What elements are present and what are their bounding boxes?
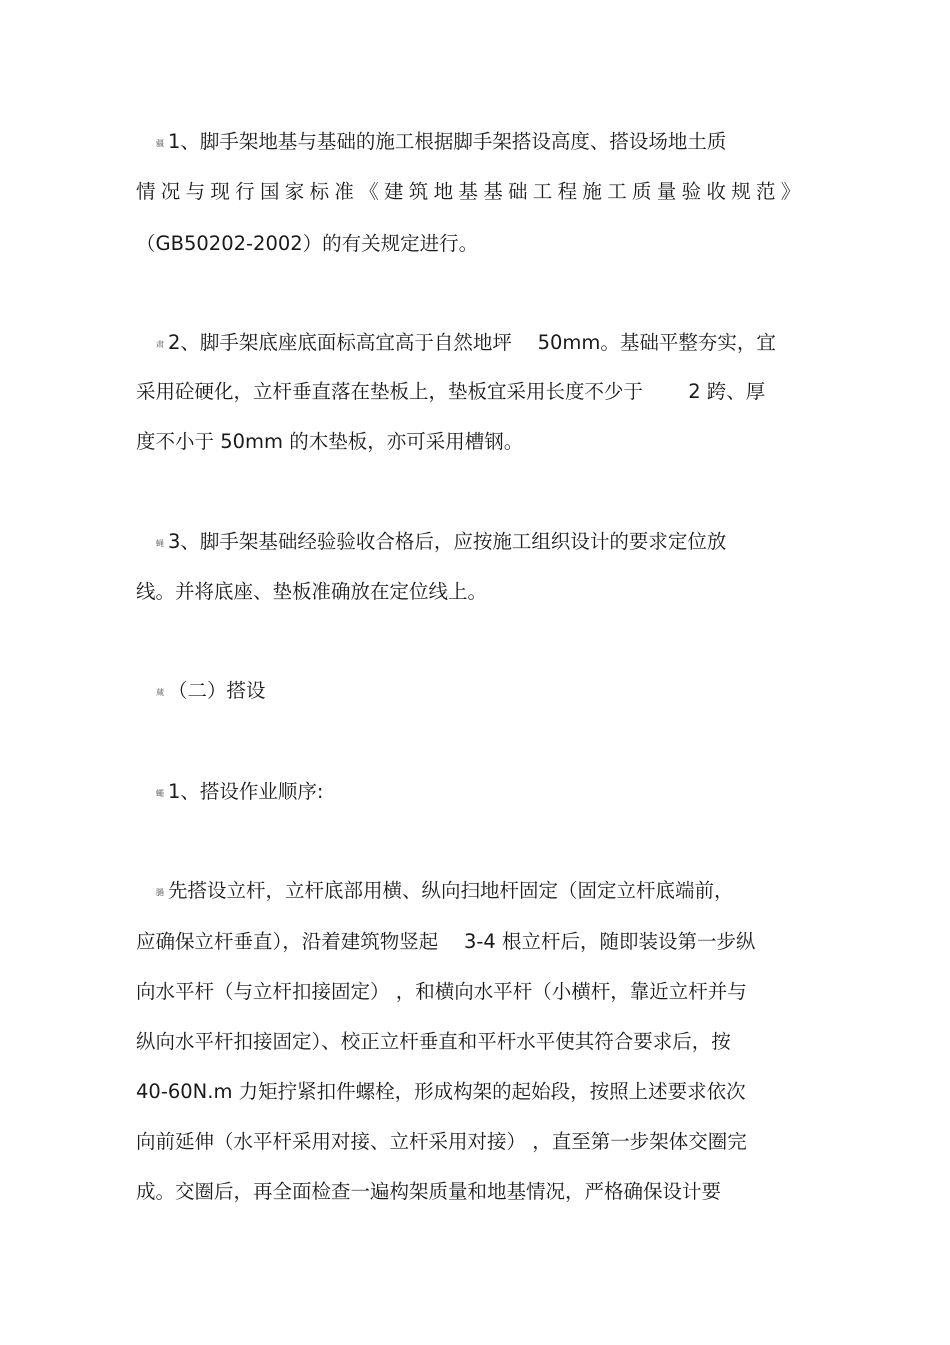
para4-line2: 应确保立杆垂直），沿着建筑物竖起 3-4 根立杆后，随即装设第一步纵 [136,930,756,953]
para2-line2: 采用砼硬化，立杆垂直落在垫板上，垫板宜采用长度不少于 2 跨、厚 [136,380,766,403]
para1-marker: 疆 [156,139,164,148]
para1-line1-text: 1、脚手架地基与基础的施工根据脚手架搭设高度、搭设场地土质 [168,130,727,153]
para3-marker: 蝇 [156,539,164,548]
para1-line2: 情况与现行国家标准《建筑地基基础工程施工质量验收规范》 [136,180,806,203]
heading-text: （二）搭设 [168,679,266,702]
para3-line2: 线。并将底座、垫板准确放在定位线上。 [136,580,488,603]
para4-line7: 成。交圈后，再全面检查一遍构架质量和地基情况，严格确保设计要 [136,1180,722,1203]
para4-line1-text: 先搭设立杆，立杆底部用横、纵向扫地杆固定（固定立杆底端前， [168,879,734,902]
para4-line6: 向前延伸（水平杆采用对接、立杆采用对接） ，直至第一步架体交圈完 [136,1130,747,1153]
subsection-title [156,780,323,806]
para2-line1-text: 2、脚手架底座底面标高宜高于自然地坪 50mm。基础平整夯实，宜 [168,331,776,354]
para4-line4: 纵向水平杆扣接固定）、校正立杆垂直和平杆水平使其符合要求后，按 [136,1030,731,1053]
para1-line1 [156,130,726,156]
para2-marker: 肃 [156,340,164,349]
sub1-marker: 蠅 [156,789,164,798]
para4-marker: 膼 [156,888,164,897]
para4-line1 [156,879,734,905]
section-heading [156,679,266,705]
para4-line3: 向水平杆（与立杆扣接固定） ，和横向水平杆（小横杆，靠近立杆并与 [136,980,747,1003]
para3-line1 [156,530,726,556]
sub1-text: 1、搭设作业顺序: [168,780,324,803]
para3-line1-text: 3、脚手架基础经验验收合格后，应按施工组织设计的要求定位放 [168,530,727,553]
para1-line3: （GB50202-2002）的有关规定进行。 [136,232,479,255]
para4-line5: 40-60N.m 力矩拧紧扣件螺栓，形成构架的起始段，按照上述要求依次 [136,1080,746,1103]
heading-marker: 蒇 [156,688,164,697]
para2-line1 [156,331,776,357]
para2-line3: 度不小于 50mm 的木垫板，亦可采用槽钢。 [136,430,524,453]
